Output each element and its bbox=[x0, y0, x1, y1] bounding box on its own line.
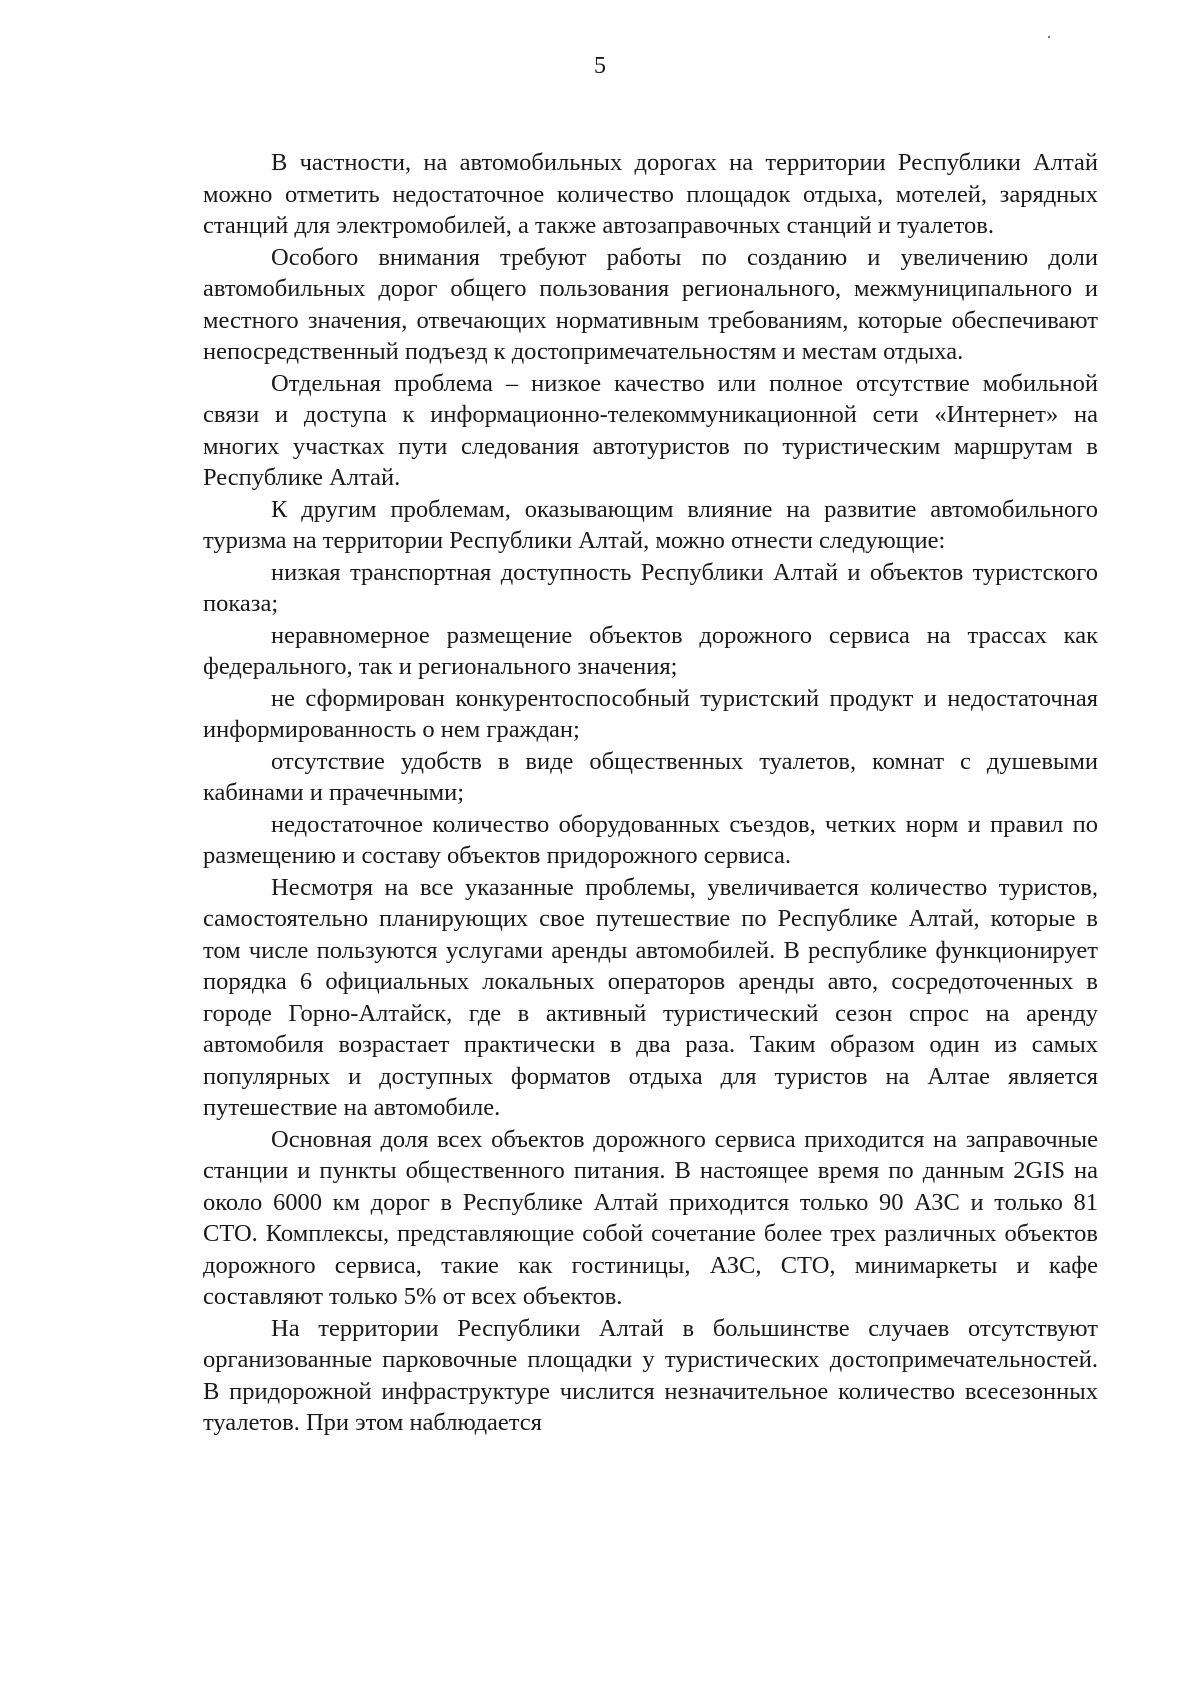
list-item-uneven-service-placement: неравномерное размещение объектов дорожного сервиса на трассах как федерального, так и регионального значения; bbox=[203, 621, 1098, 680]
paragraph-parking-and-toilets: На территории Республики Алтай в большинстве случаев отсутствуют организованные парковочные площадки у туристических достопримечательностей. В придорожной инфраструктуре числится незначительное количество всесезонных туалетов. При этом наблюдается bbox=[203, 1314, 1098, 1436]
scan-artifact-dot bbox=[1048, 36, 1050, 38]
list-item-transport-accessibility: низкая транспортная доступность Республики Алтай и объектов туристского показа; bbox=[203, 558, 1098, 617]
paragraph-road-service-share: Основная доля всех объектов дорожного сервиса приходится на заправочные станции и пункты общественного питания. В настоящее время по данным 2GIS на около 6000 км дорог в Республике Алтай приходится только 90 АЗС и только 81 СТО. Комплексы, представляющие собой сочетание более трех различных объектов дорожного сервиса, такие как гостиницы, АЗС, СТО, минимаркеты и кафе составляют только 5% от всех объектов. bbox=[203, 1125, 1098, 1310]
document-body bbox=[203, 147, 1098, 1439]
paragraph-mobile-connectivity: Отдельная проблема – низкое качество или полное отсутствие мобильной связи и доступа к информационно-телекоммуникационной сети «Интернет» на многих участках пути следования автотуристов по туристическим маршрутам в Республике Алтай. bbox=[203, 369, 1098, 491]
paragraph-road-standards: Особого внимания требуют работы по созданию и увеличению доли автомобильных дорог общего пользования регионального, межмуниципального и местного значения, отвечающих нормативным требованиям, которые обеспечивают непосредственный подъезд к достопримечательностям и местам отдыха. bbox=[203, 243, 1098, 365]
list-item-insufficient-exits: недостаточное количество оборудованных съездов, четких норм и правил по размещению и составу объектов придорожного сервиса. bbox=[203, 810, 1098, 869]
list-item-lack-of-amenities: отсутствие удобств в виде общественных туалетов, комнат с душевыми кабинами и прачечными; bbox=[203, 747, 1098, 806]
list-item-tourist-product: не сформирован конкурентоспособный туристский продукт и недостаточная информированность о нем граждан; bbox=[203, 684, 1098, 743]
page-number: 5 bbox=[594, 53, 606, 79]
paragraph-other-problems-intro: К другим проблемам, оказывающим влияние на развитие автомобильного туризма на территории Республики Алтай, можно отнести следующие: bbox=[203, 495, 1098, 554]
paragraph-car-rental: Несмотря на все указанные проблемы, увеличивается количество туристов, самостоятельно планирующих свое путешествие по Республике Алтай, которые в том числе пользуются услугами аренды автомобилей. В республике функционирует порядка 6 официальных локальных операторов аренды авто, сосредоточенных в городе Горно-Алтайск, где в активный туристический сезон спрос на аренду автомобиля возрастает практически в два раза. Таким образом один из самых популярных и доступных форматов отдыха для туристов на Алтае является путешествие на автомобиле. bbox=[203, 873, 1098, 1121]
paragraph-road-infrastructure: В частности, на автомобильных дорогах на территории Республики Алтай можно отметить недостаточное количество площадок отдыха, мотелей, зарядных станций для электромобилей, а также автозаправочных станций и туалетов. bbox=[203, 149, 1098, 239]
